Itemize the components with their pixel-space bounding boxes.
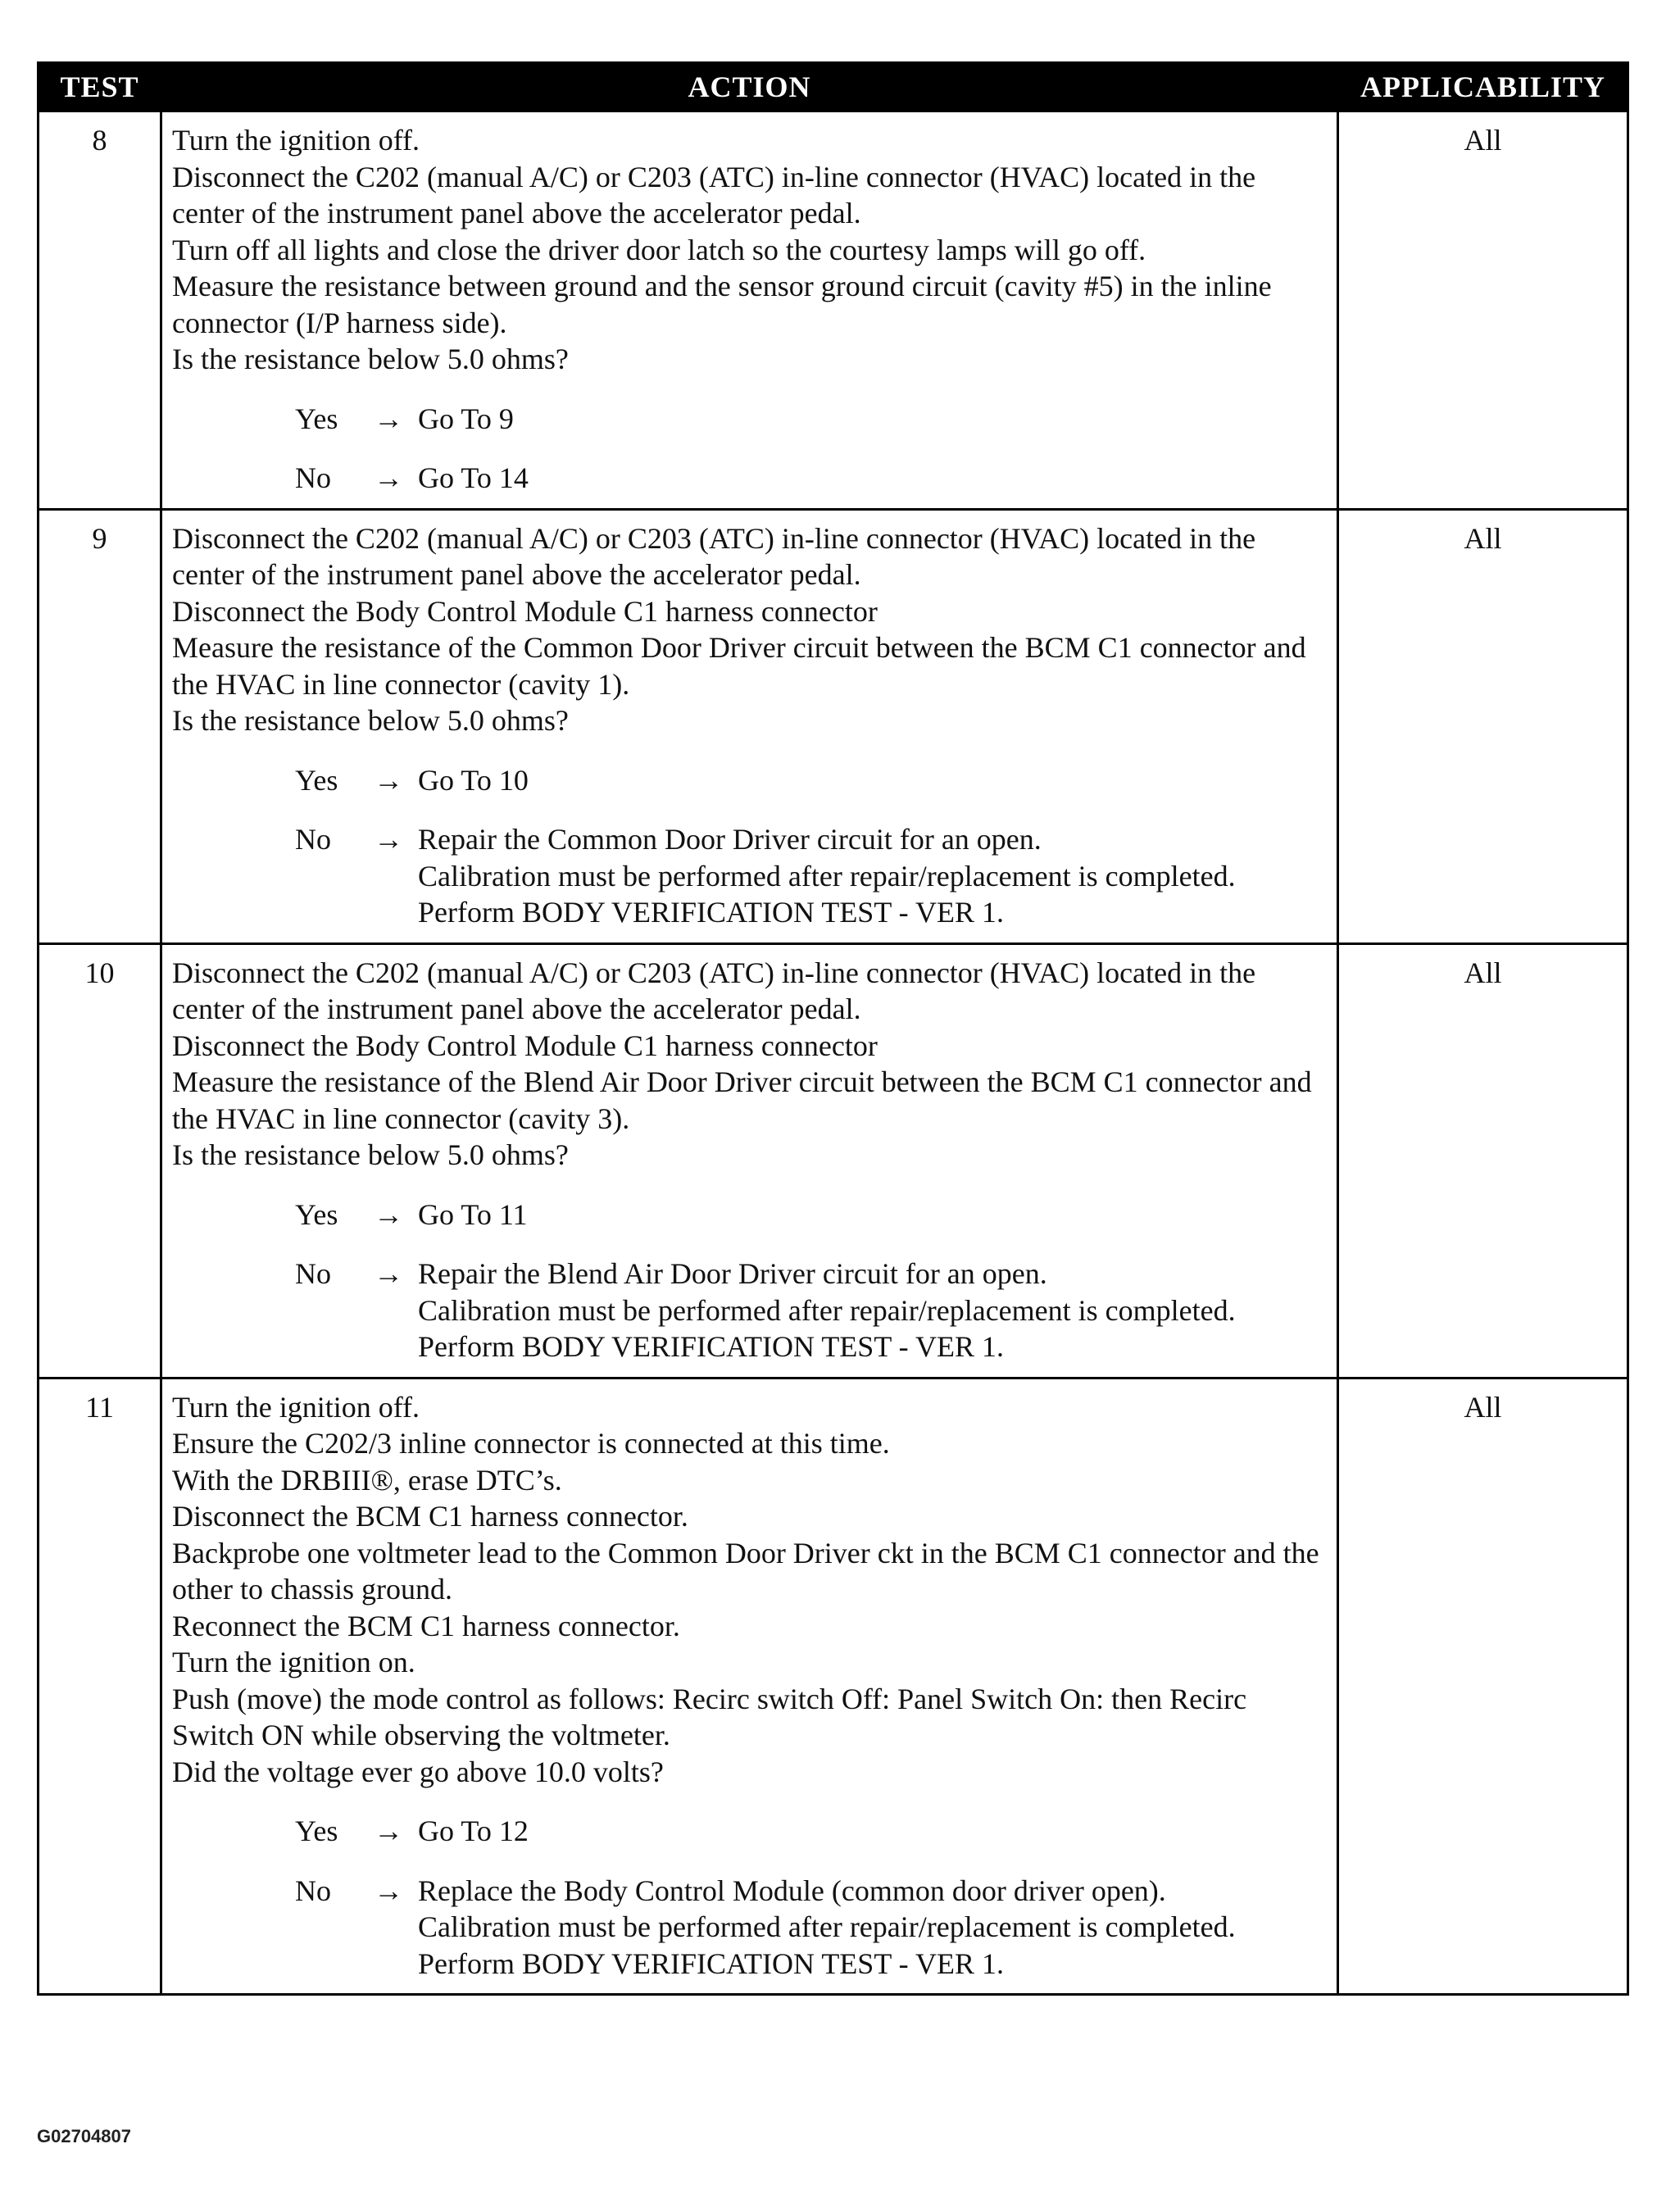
action-step: Turn the ignition on. [172,1646,415,1678]
answer-yes [295,401,1327,438]
action-step: Disconnect the C202 (manual A/C) or C203 (ATC) in-line connector (HVAC) located in the center of the instrument panel above the accelerator pedal. [172,956,1256,1025]
result-line: Perform BODY VERIFICATION TEST - VER 1. [418,1330,1005,1363]
table-row [39,943,1628,1378]
action-step: Disconnect the Body Control Module C1 harness connector [172,594,878,628]
action-step: Measure the resistance of the Common Door Driver circuit between the BCM C1 connector and the HVAC in line connector (cavity 1). [172,631,1306,701]
result-line: Repair the Blend Air Door Driver circuit for an open. [418,1257,1047,1290]
action-cell [161,1378,1338,1995]
arrow-right-icon: → [374,461,403,494]
answer-yes [295,1197,1327,1233]
answer-choices [295,1197,1327,1365]
test-number: 10 [39,943,161,1378]
result-line: Calibration must be performed after repair/replacement is completed. [418,1293,1236,1327]
header-applicability: APPLICABILITY [1338,63,1628,111]
answer-yes [295,1813,1327,1850]
result-line: Perform BODY VERIFICATION TEST - VER 1. [418,896,1005,929]
action-step: Reconnect the BCM C1 harness connector. [172,1609,680,1642]
answer-label: Yes [295,763,338,797]
answer-label: No [295,1874,331,1907]
result-line: Go To 12 [418,1815,529,1847]
result-line: Go To 14 [418,461,529,494]
answer-result [418,401,1327,438]
answer-yes [295,762,1327,799]
test-number: 11 [39,1378,161,1995]
action-step: Turn the ignition off. [172,124,420,157]
answer-result [418,821,1327,931]
action-step: Measure the resistance between ground and the sensor ground circuit (cavity #5) in the inline connector (I/P harness side). [172,270,1272,339]
action-step: Did the voltage ever go above 10.0 volts? [172,1755,664,1788]
arrow-right-icon: → [374,402,403,435]
test-number: 9 [39,509,161,943]
answer-label: No [295,823,331,856]
action-step: Turn the ignition off. [172,1390,420,1424]
table-row [39,1378,1628,1995]
action-step: Is the resistance below 5.0 ohms? [172,704,569,737]
answer-no [295,460,1327,497]
answer-choices [295,1813,1327,1982]
applicability: All [1338,509,1628,943]
arrow-right-icon: → [374,1257,403,1290]
answer-result [418,1197,1327,1233]
action-step: With the DRBIII®, erase DTC’s. [172,1463,562,1497]
answer-no [295,1873,1327,1983]
action-cell [161,509,1338,943]
action-step: Turn off all lights and close the driver door latch so the courtesy lamps will go off. [172,233,1146,266]
answer-label: Yes [295,402,338,435]
action-cell [161,943,1338,1378]
arrow-right-icon: → [374,763,403,797]
answer-label: No [295,1257,331,1290]
action-step: Is the resistance below 5.0 ohms? [172,343,569,375]
result-line: Calibration must be performed after repair/replacement is completed. [418,859,1236,893]
test-number: 8 [39,111,161,510]
header-action: ACTION [161,63,1338,111]
result-line: Go To 10 [418,763,529,797]
arrow-right-icon: → [374,1815,403,1847]
answer-no [295,821,1327,931]
answer-result [418,1256,1327,1365]
action-step: Disconnect the C202 (manual A/C) or C203 (ATC) in-line connector (HVAC) located in the center of the instrument panel above the accelerator pedal. [172,160,1256,229]
applicability: All [1338,1378,1628,1995]
table-body [39,111,1628,1995]
action-step: Disconnect the BCM C1 harness connector. [172,1500,688,1533]
action-step: Measure the resistance of the Blend Air Door Driver circuit between the BCM C1 connector and the HVAC in line connector (cavity 3). [172,1065,1312,1135]
answer-result [418,460,1327,497]
result-line: Go To 11 [418,1197,528,1231]
action-step: Ensure the C202/3 inline connector is connected at this time. [172,1427,890,1460]
arrow-right-icon: → [374,1197,403,1231]
answer-result [418,1813,1327,1850]
applicability: All [1338,943,1628,1378]
answer-choices [295,762,1327,931]
applicability: All [1338,111,1628,510]
figure-id: G02704807 [37,2126,131,2146]
action-step: Push (move) the mode control as follows: Recirc switch Off: Panel Switch On: then Recirc Switch ON while observing the voltmeter. [172,1682,1247,1751]
answer-result [418,1873,1327,1983]
answer-no [295,1256,1327,1365]
arrow-right-icon: → [374,823,403,856]
action-cell [161,111,1338,510]
arrow-right-icon: → [374,1874,403,1907]
answer-choices [295,401,1327,497]
result-line: Calibration must be performed after repair/replacement is completed. [418,1910,1236,1943]
diagnostic-document [37,61,1627,1996]
result-line: Replace the Body Control Module (common door driver open). [418,1874,1166,1907]
action-step: Backprobe one voltmeter lead to the Common Door Driver ckt in the BCM C1 connector and the other to chassis ground. [172,1536,1319,1606]
diagnostic-test-table [37,61,1629,1996]
action-step: Disconnect the C202 (manual A/C) or C203 (ATC) in-line connector (HVAC) located in the center of the instrument panel above the accelerator pedal. [172,521,1256,591]
action-step: Is the resistance below 5.0 ohms? [172,1138,569,1171]
answer-result [418,762,1327,799]
result-line: Go To 9 [418,402,514,435]
table-header-row [39,63,1628,111]
result-line: Perform BODY VERIFICATION TEST - VER 1. [418,1946,1005,1980]
answer-label: No [295,461,331,494]
table-row [39,509,1628,943]
table-row [39,111,1628,510]
action-step: Disconnect the Body Control Module C1 harness connector [172,1029,878,1062]
result-line: Repair the Common Door Driver circuit for an open. [418,823,1042,856]
answer-label: Yes [295,1815,338,1847]
answer-label: Yes [295,1197,338,1231]
header-test: TEST [39,63,161,111]
